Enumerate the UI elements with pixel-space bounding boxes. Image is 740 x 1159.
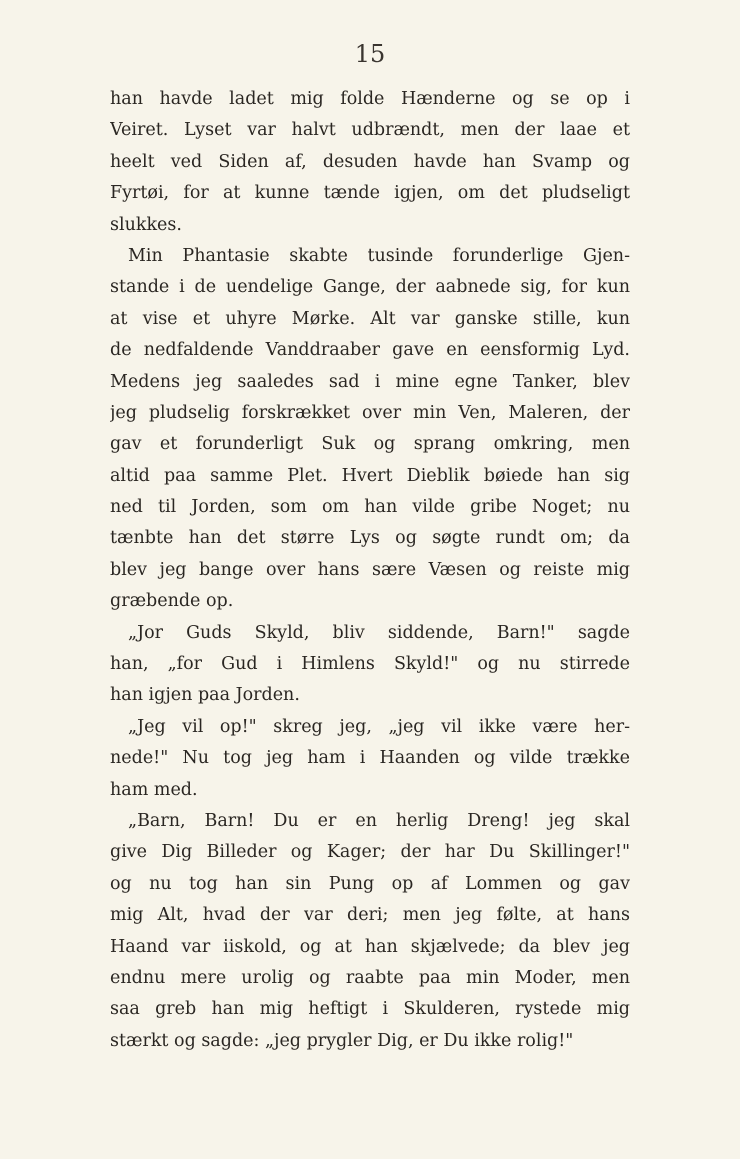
- text-line: Medens jeg saaledes sad i mine egne Tanker, blev: [110, 371, 630, 392]
- text-line: han, „for Gud i Himlens Skyld!" og nu stirrede: [110, 654, 630, 675]
- text-line: nede!" Nu tog jeg ham i Haanden og vilde trække: [110, 748, 630, 769]
- text-line: saa greb han mig heftigt i Skulderen, rystede mig: [110, 999, 630, 1020]
- text-line: Fyrtøi, for at kunne tænde igjen, om det pludseligt: [110, 183, 630, 204]
- text-line: han havde ladet mig folde Hænderne og se op i: [110, 89, 630, 109]
- text-line: Haand var iiskold, og at han skjælvede; da blev jeg: [110, 936, 630, 957]
- text-line: græbende op.: [110, 591, 234, 612]
- text-line: at vise et uhyre Mørke. Alt var ganske stille, kun: [110, 308, 630, 329]
- page-number: 15: [354, 40, 386, 68]
- text-line: han igjen paa Jorden.: [110, 685, 300, 706]
- text-line: Veiret. Lyset var halvt udbrændt, men der laae et: [110, 120, 630, 141]
- text-line: stærkt og sagde: „jeg prygler Dig, er Du ikke rolig!": [110, 1030, 574, 1051]
- body-text: [110, 84, 630, 1057]
- text-line: jeg pludselig forskrækket over min Ven, Maleren, der: [110, 402, 630, 423]
- text-line: „Barn, Barn! Du er en herlig Dreng! jeg skal: [128, 810, 630, 831]
- text-line: altid paa samme Plet. Hvert Dieblik bøiede han sig: [110, 465, 630, 486]
- text-line: og nu tog han sin Pung op af Lommen og gav: [110, 873, 630, 894]
- text-line: give Dig Billeder og Kager; der har Du Skillinger!": [110, 842, 630, 863]
- text-line: tænbte han det større Lys og søgte rundt om; da: [110, 528, 630, 549]
- text-line: heelt ved Siden af, desuden havde han Svamp og: [110, 151, 630, 172]
- text-line: de nedfaldende Vanddraaber gave en eensformig Lyd.: [110, 340, 630, 361]
- text-line: Min Phantasie skabte tusinde forunderlige Gjen-: [128, 245, 630, 266]
- text-line: ned til Jorden, som om han vilde gribe Noget; nu: [110, 497, 630, 518]
- text-line: mig Alt, hvad der var deri; men jeg følte, at hans: [110, 905, 630, 926]
- text-line: ham med.: [110, 779, 198, 800]
- text-line: stande i de uendelige Gange, der aabnede sig, for kun: [110, 277, 630, 298]
- text-line: slukkes.: [110, 214, 182, 235]
- text-line: „Jor Guds Skyld, bliv siddende, Barn!" sagde: [128, 622, 630, 643]
- text-line: gav et forunderligt Suk og sprang omkring, men: [110, 434, 630, 455]
- text-line: „Jeg vil op!" skreg jeg, „jeg vil ikke være her-: [128, 716, 630, 737]
- text-line: endnu mere urolig og raabte paa min Moder, men: [110, 967, 630, 988]
- text-line: blev jeg bange over hans sære Væsen og reiste mig: [110, 559, 630, 580]
